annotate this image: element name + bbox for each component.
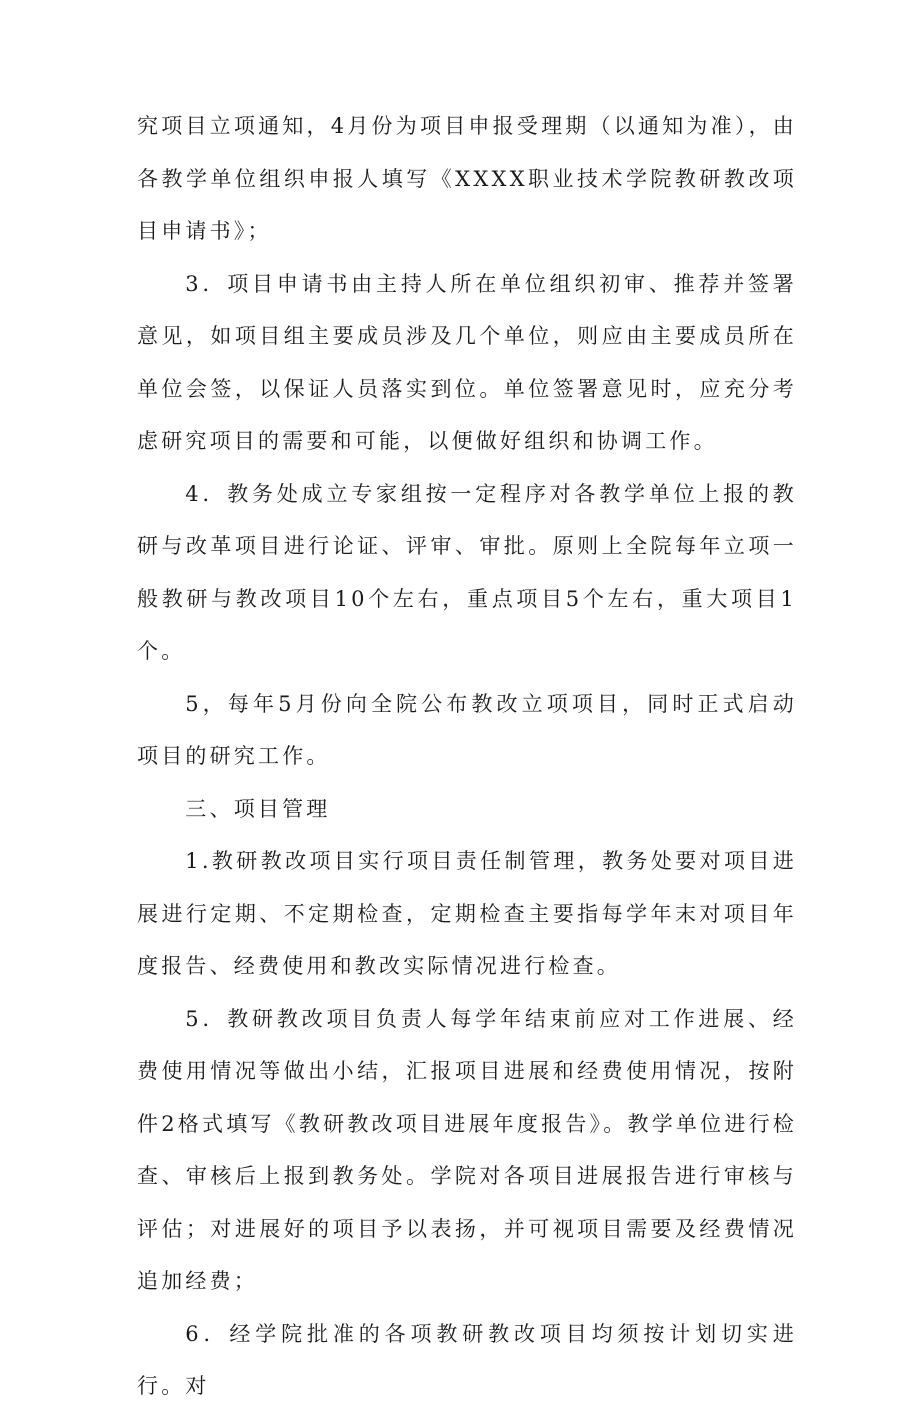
section-heading-project-management: 三、项目管理: [185, 796, 331, 821]
document-body: [137, 100, 797, 1413]
paragraph-item-3: 3．项目申请书由主持人所在单位组织初审、推荐并签署意见，如项目组主要成员涉及几个单位，则应由主要成员所在单位会签，以保证人员落实到位。单位签署意见时，应充分考虑研究项目的需要和可能，以便做好组织和协调工作。: [137, 271, 797, 453]
paragraph-management-5: 5．教研教改项目负责人每学年结束前应对工作进展、经费使用情况等做出小结，汇报项目进展和经费使用情况，按附件2格式填写《教研教改项目进展年度报告》。教学单位进行检查、审核后上报到教务处。学院对各项目进展报告进行审核与评估；对进展好的项目予以表扬，并可视项目需要及经费情况追加经费；: [137, 1006, 797, 1293]
paragraph-continuation: 究项目立项通知，4月份为项目申报受理期（以通知为准），由各教学单位组织申报人填写《XXXX职业技术学院教研教改项目申请书》；: [137, 114, 797, 243]
paragraph-item-5: 5，每年5月份向全院公布教改立项项目，同时正式启动项目的研究工作。: [137, 691, 797, 768]
paragraph-management-6: 6．经学院批准的各项教研教改项目均须按计划切实进行。对: [137, 1321, 797, 1398]
paragraph-item-4: 4．教务处成立专家组按一定程序对各教学单位上报的教研与改革项目进行论证、评审、审批。原则上全院每年立项一般教研与教改项目10个左右，重点项目5个左右，重大项目1个。: [137, 481, 797, 663]
paragraph-management-1: 1.教研教改项目实行项目责任制管理，教务处要对项目进展进行定期、不定期检查，定期检查主要指每学年末对项目年度报告、经费使用和教改实际情况进行检查。: [137, 849, 797, 978]
